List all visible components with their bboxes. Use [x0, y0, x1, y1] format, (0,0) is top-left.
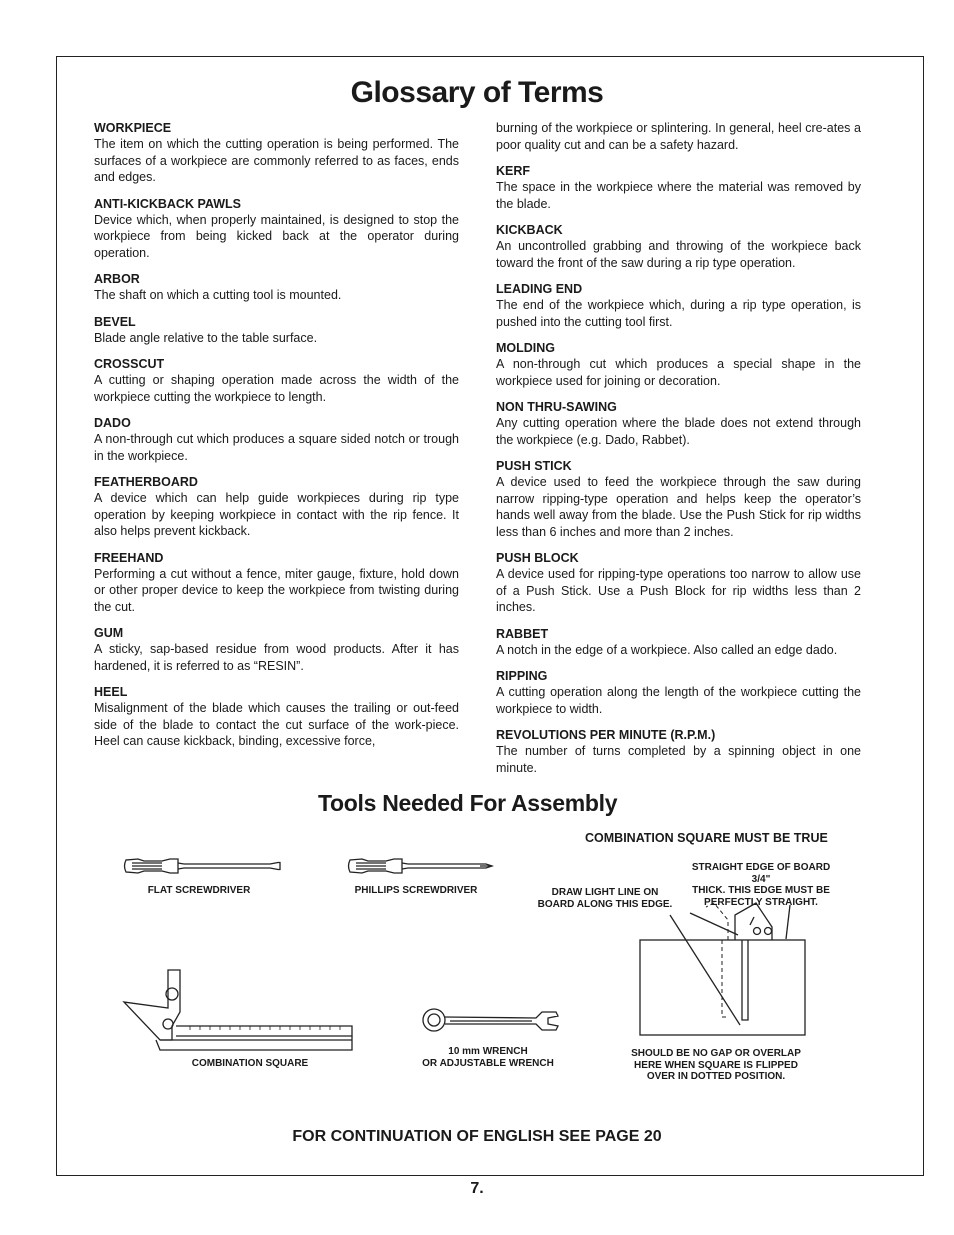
glossary-definition: An uncontrolled grabbing and throwing of the workpiece back toward the front of the saw during a rip type operation.: [496, 239, 861, 270]
glossary-left-column: [94, 120, 459, 760]
glossary-definition: Blade angle relative to the table surface.: [94, 330, 318, 345]
glossary-term: MOLDING: [496, 341, 556, 355]
glossary-definition: The space in the workpiece where the material was removed by the blade.: [496, 180, 861, 211]
glossary-term: ARBOR: [94, 272, 140, 286]
combination-square-label: COMBINATION SQUARE: [191, 1058, 309, 1069]
glossary-term: PUSH BLOCK: [496, 551, 579, 565]
glossary-definition: A cutting operation along the length of the workpiece cutting the workpiece to width.: [496, 685, 861, 716]
phillips-screwdriver-icon: [346, 854, 496, 878]
glossary-definition: A non-through cut which produces a special shape in the workpiece used for joining or decoration.: [496, 357, 861, 388]
tools-section-title: Tools Needed For Assembly: [318, 790, 618, 816]
glossary-term: WORKPIECE: [94, 121, 172, 135]
glossary-entry: [496, 281, 861, 330]
glossary-entry: [496, 727, 861, 776]
flat-screwdriver-icon: [122, 854, 284, 878]
glossary-entry: [94, 415, 459, 464]
glossary-entry: [496, 458, 861, 540]
glossary-definition: The shaft on which a cutting tool is mounted.: [94, 288, 342, 302]
glossary-entry: [94, 684, 459, 750]
glossary-term: DADO: [94, 416, 131, 430]
glossary-definition: A device used to feed the workpiece through the saw during narrow ripping-type operation and helps keep the operator’s hands well away from the blade. Use the Push Stick for rip widths less than 6 inches and more than 2 inches.: [496, 475, 861, 539]
glossary-entry: [94, 625, 459, 674]
glossary-term: RIPPING: [496, 669, 548, 683]
glossary-definition: A device used for ripping-type operations too narrow to allow use of a Push Stick. Use a Push Block for rip widths less than 2 inches.: [496, 567, 861, 614]
glossary-definition: The end of the workpiece which, during a rip type operation, is pushed into the cutting tool first.: [496, 298, 861, 329]
glossary-term: FEATHERBOARD: [94, 475, 198, 489]
glossary-entry: [94, 196, 459, 262]
wrench-icon: [420, 1006, 564, 1036]
glossary-entry-continued: [496, 120, 861, 153]
glossary-term: GUM: [94, 626, 124, 640]
glossary-term: PUSH STICK: [496, 459, 572, 473]
glossary-entry: [94, 550, 459, 616]
combination-square-icon: [120, 964, 360, 1056]
glossary-definition: Misalignment of the blade which causes the trailing or out-feed side of the blade to contact the cut surface of the work-piece. Heel can cause kickback, binding, excessive force,: [94, 701, 459, 748]
square-must-be-true-heading: COMBINATION SQUARE MUST BE TRUE: [585, 831, 828, 845]
straight-edge-label: STRAIGHT EDGE OF BOARD 3/4" THICK. THIS EDGE MUST BE PERFECTLY STRAIGHT.: [691, 862, 831, 908]
glossary-definition: The number of turns completed by a spinning object in one minute.: [496, 744, 861, 775]
continuation-note: FOR CONTINUATION OF ENGLISH SEE PAGE 20: [292, 1128, 662, 1145]
glossary-definition: Performing a cut without a fence, miter gauge, fixture, hold down or other proper device to keep the workpiece from twisting during the cut.: [94, 566, 459, 614]
glossary-definition: A non-through cut which produces a square sided notch or trough in the workpiece.: [94, 432, 459, 463]
glossary-term: HEEL: [94, 685, 128, 699]
glossary-term: REVOLUTIONS PER MINUTE (R.P.M.): [496, 728, 716, 742]
glossary-term: NON THRU-SAWING: [496, 400, 617, 414]
glossary-entry: [94, 120, 459, 186]
glossary-entry: [496, 222, 861, 271]
glossary-term: BEVEL: [94, 314, 136, 329]
glossary-entry: [496, 626, 861, 659]
page-title: Glossary of Terms: [350, 76, 604, 109]
glossary-definition: Device which, when properly maintained, is designed to stop the workpiece from being kicked back at the operator during operation.: [94, 212, 459, 260]
glossary-definition: A device which can help guide workpieces during rip type operation by keeping workpiece in contact with the rip fence. It also helps prevent kickback.: [94, 491, 459, 538]
glossary-term: KERF: [496, 164, 531, 178]
glossary-term: RABBET: [496, 626, 549, 641]
glossary-entry: [496, 340, 861, 389]
glossary-definition: Any cutting operation where the blade does not extend through the workpiece (e.g. Dado, Rabbet).: [496, 416, 861, 447]
glossary-entry: [94, 356, 459, 405]
glossary-right-column: [496, 120, 861, 786]
draw-line-label: DRAW LIGHT LINE ON BOARD ALONG THIS EDGE.: [537, 887, 673, 910]
glossary-definition: A cutting or shaping operation made across the width of the workpiece cutting the workpiece to length.: [94, 373, 459, 404]
glossary-term: KICKBACK: [496, 223, 563, 237]
wrench-label: 10 mm WRENCH OR ADJUSTABLE WRENCH: [422, 1046, 554, 1069]
phillips-screwdriver-label: PHILLIPS SCREWDRIVER: [354, 885, 478, 896]
glossary-entry: [496, 399, 861, 448]
glossary-entry: [496, 163, 861, 212]
glossary-entry: [496, 550, 861, 616]
glossary-term: LEADING END: [496, 282, 583, 296]
flat-screwdriver-label: FLAT SCREWDRIVER: [147, 885, 251, 896]
glossary-definition: burning of the workpiece or splintering. In general, heel cre-ates a poor quality cut and can be a safety hazard.: [496, 121, 861, 152]
no-gap-label: SHOULD BE NO GAP OR OVERLAP HERE WHEN SQUARE IS FLIPPED OVER IN DOTTED POSITION.: [631, 1048, 801, 1082]
glossary-term: CROSSCUT: [94, 357, 165, 371]
glossary-entry: [94, 314, 459, 347]
glossary-term: FREEHAND: [94, 550, 164, 565]
glossary-definition: A notch in the edge of a workpiece. Also called an edge dado.: [496, 642, 838, 657]
glossary-definition: The item on which the cutting operation is being performed. The surfaces of a workpiece are commonly referred to as faces, ends and edges.: [94, 137, 459, 184]
glossary-entry: [94, 271, 459, 304]
square-on-board-diagram: [630, 895, 815, 1040]
glossary-entry: [496, 668, 861, 717]
glossary-entry: [94, 474, 459, 540]
glossary-definition: A sticky, sap-based residue from wood products. After it has hardened, it is referred to as “RESIN”.: [94, 642, 459, 673]
page-number: 7.: [470, 1180, 484, 1197]
glossary-term: ANTI-KICKBACK PAWLS: [94, 196, 241, 211]
